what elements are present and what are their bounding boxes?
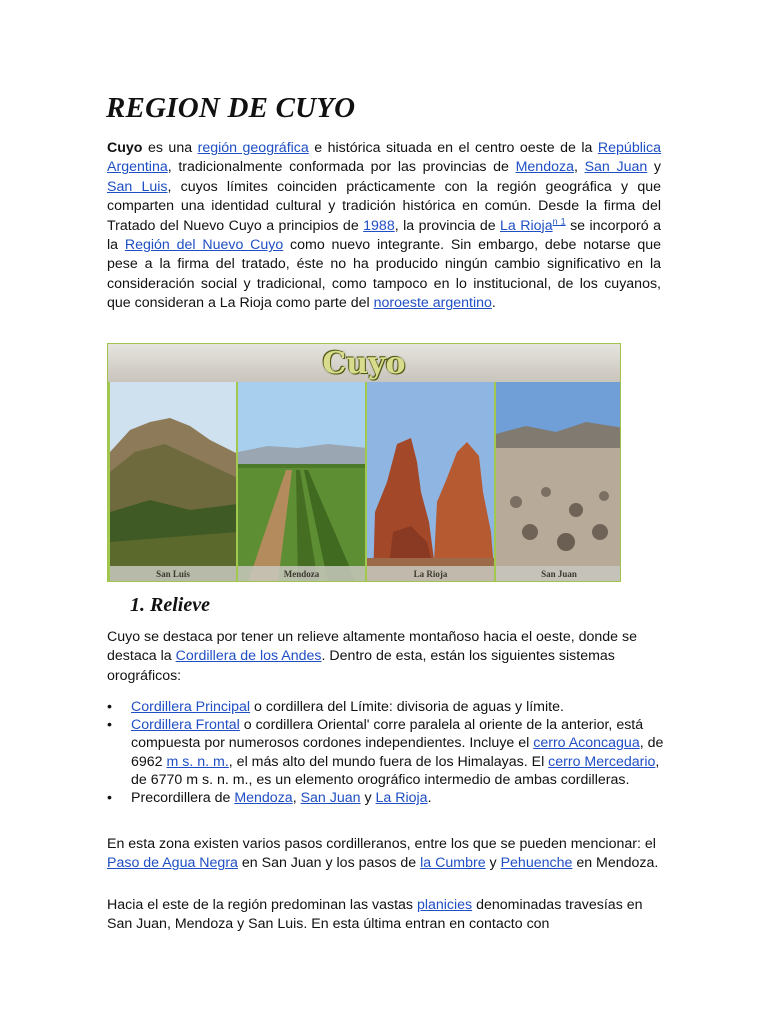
text: , el más alto del mundo fuera de los Himalayas. El bbox=[228, 753, 549, 770]
bullet: • bbox=[107, 717, 112, 734]
link-san-juan-2[interactable]: San Juan bbox=[300, 790, 361, 807]
link-la-rioja-2[interactable]: La Rioja bbox=[375, 790, 428, 807]
link-pehuenche[interactable]: Pehuenche bbox=[500, 855, 573, 872]
text: , la provincia de bbox=[394, 217, 501, 234]
photo-la-rioja bbox=[365, 382, 494, 582]
text: , de 6962 bbox=[131, 735, 664, 770]
text: como nuevo integrante. Sin embargo, debe notarse que pese a la firma del tratado, éste no ha producido ningún cambio significativo en la consideración social y tradicional, como tampoco en lo institucional, de los cuyanos, que consideran a La Rioja como parte del bbox=[107, 237, 661, 312]
text: Hacia el este de la región predominan las vastas bbox=[107, 897, 417, 913]
photo-san-luis bbox=[108, 382, 236, 582]
bullet: • bbox=[107, 699, 112, 715]
text: o cordillera del Límite: divisoria de aguas y límite. bbox=[250, 699, 564, 715]
panel-label-la-rioja: La Rioja bbox=[367, 566, 494, 582]
cuyo-term: Cuyo bbox=[107, 140, 143, 156]
page-title: REGION DE CUYO bbox=[106, 92, 356, 124]
link-region-geografica[interactable]: región geográfica bbox=[197, 140, 309, 156]
text: e histórica situada en el centro oeste de la bbox=[308, 140, 598, 156]
text: y bbox=[485, 855, 501, 872]
link-cordillera-andes[interactable]: Cordillera de los Andes bbox=[175, 648, 322, 665]
link-cerro-mercedario[interactable]: cerro Mercedario bbox=[548, 753, 656, 770]
relieve-paragraph bbox=[107, 628, 661, 686]
link-san-juan[interactable]: San Juan bbox=[584, 159, 648, 176]
link-mendoza-2[interactable]: Mendoza bbox=[234, 790, 293, 807]
link-noroeste-argentino[interactable]: noroeste argentino bbox=[373, 295, 492, 312]
text: , bbox=[573, 159, 585, 176]
link-republica-argentina[interactable]: República Argentina bbox=[107, 140, 662, 176]
link-cordillera-frontal[interactable]: Cordillera Frontal bbox=[131, 717, 240, 734]
text: . bbox=[491, 295, 496, 312]
link-paso-agua-negra[interactable]: Paso de Agua Negra bbox=[107, 855, 238, 872]
pasos-paragraph bbox=[107, 835, 661, 874]
orographic-list bbox=[107, 698, 667, 807]
text: Precordillera de bbox=[131, 790, 235, 807]
planicies-paragraph bbox=[107, 896, 661, 935]
collage-title: Cuyo bbox=[322, 346, 406, 381]
intro-paragraph bbox=[107, 139, 661, 314]
text: . bbox=[427, 790, 432, 807]
link-cerro-aconcagua[interactable]: cerro Aconcagua bbox=[533, 735, 640, 752]
text: , cuyos límites coinciden prácticamente con la región geográfica y que comparten una identidad cultural y tradición histórica en común. Desde la firma del Tratado del Nuevo Cuyo a principios de bbox=[107, 178, 661, 234]
text: en San Juan y los pasos de bbox=[237, 855, 421, 872]
text: o cordillera Oriental' corre paralela al oriente de la anterior, está compuesta por numerosos cordones independientes. Incluye el bbox=[131, 717, 644, 752]
cuyo-collage-image bbox=[107, 343, 621, 582]
list-item bbox=[107, 789, 667, 807]
link-san-luis[interactable]: San Luis bbox=[107, 178, 168, 195]
link-planicies[interactable]: planicies bbox=[416, 897, 473, 913]
list-item bbox=[107, 716, 667, 789]
link-msnm[interactable]: m s. n. m. bbox=[166, 753, 229, 770]
text: denominadas travesías en San Juan, Mendoza y San Luis. En esta última entran en contacto con bbox=[107, 897, 643, 933]
text: Cuyo se destaca por tener un relieve altamente montañoso hacia el oeste, donde se destaca la bbox=[107, 629, 638, 665]
link-la-rioja[interactable]: La Rioja bbox=[500, 217, 553, 234]
text: se incorporó a la bbox=[107, 217, 661, 254]
text: es una bbox=[142, 140, 198, 156]
panel-label-san-luis: San Luis bbox=[110, 566, 236, 582]
section-heading-relieve: 1. Relieve bbox=[130, 594, 210, 616]
panel-label-mendoza: Mendoza bbox=[238, 566, 365, 582]
text: En esta zona existen varios pasos cordilleranos, entre los que se pueden mencionar: el bbox=[107, 836, 656, 852]
panel-label-san-juan: San Juan bbox=[496, 566, 621, 582]
list-item bbox=[107, 698, 667, 716]
text: , tradicionalmente conformada por las provincias de bbox=[167, 159, 516, 176]
text: , bbox=[292, 790, 301, 807]
text: . Dentro de esta, están los siguientes sistemas orográficos: bbox=[107, 648, 615, 684]
text: y bbox=[360, 790, 376, 807]
footnote-link[interactable]: n 1 bbox=[552, 215, 566, 226]
link-cordillera-principal[interactable]: Cordillera Principal bbox=[131, 699, 251, 715]
text: en Mendoza. bbox=[572, 855, 659, 872]
bullet: • bbox=[107, 790, 112, 807]
text: y bbox=[647, 159, 661, 176]
link-mendoza[interactable]: Mendoza bbox=[515, 159, 574, 176]
photo-san-juan bbox=[494, 382, 621, 582]
link-la-cumbre[interactable]: la Cumbre bbox=[420, 855, 486, 872]
link-region-nuevo-cuyo[interactable]: Región del Nuevo Cuyo bbox=[124, 237, 284, 254]
text: , de 6770 m s. n. m., es un elemento orográfico intermedio de ambas cordilleras. bbox=[131, 753, 660, 788]
photo-mendoza bbox=[236, 382, 365, 582]
link-1988[interactable]: 1988 bbox=[363, 217, 395, 234]
